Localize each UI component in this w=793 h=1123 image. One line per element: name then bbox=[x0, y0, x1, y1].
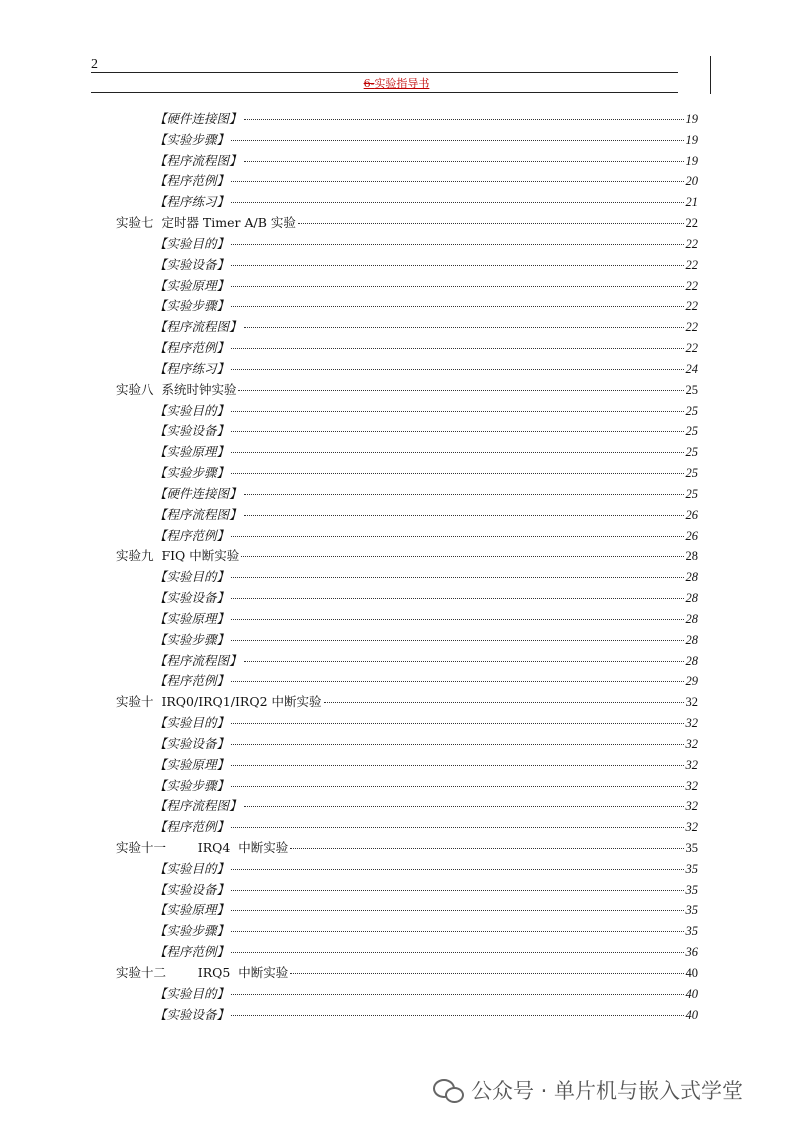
toc-leader-dots bbox=[231, 722, 683, 724]
toc-section-entry[interactable] bbox=[116, 734, 698, 755]
toc-entry-title: 【实验目的】 bbox=[154, 985, 230, 1001]
toc-section-entry[interactable] bbox=[116, 463, 698, 484]
toc-leader-dots bbox=[231, 889, 683, 891]
toc-entry-page: 26 bbox=[685, 507, 698, 522]
toc-leader-dots bbox=[231, 930, 683, 932]
toc-leader-dots bbox=[231, 785, 683, 787]
toc-section-entry[interactable] bbox=[116, 192, 698, 213]
toc-entry-page: 25 bbox=[685, 445, 698, 460]
toc-entry-page: 35 bbox=[685, 861, 698, 876]
toc-entry-title: 【实验设备】 bbox=[154, 735, 230, 751]
toc-leader-dots bbox=[231, 576, 683, 578]
toc-entry-page: 19 bbox=[685, 132, 698, 147]
header-title-text: 实验指导书 bbox=[374, 77, 430, 90]
toc-entry-title: 【程序范例】 bbox=[154, 944, 230, 960]
toc-entry-page: 25 bbox=[685, 403, 698, 418]
toc-entry-page: 35 bbox=[685, 924, 698, 939]
toc-entry-page: 32 bbox=[685, 695, 698, 710]
toc-entry-title: 【实验设备】 bbox=[154, 423, 230, 439]
toc-entry-page: 32 bbox=[685, 778, 698, 793]
toc-entry-page: 25 bbox=[685, 424, 698, 439]
toc-leader-dots bbox=[290, 972, 683, 974]
toc-entry-title: 【实验目的】 bbox=[154, 715, 230, 731]
toc-section-entry[interactable] bbox=[116, 255, 698, 276]
toc-leader-dots bbox=[231, 285, 683, 287]
toc-leader-dots bbox=[244, 160, 684, 162]
toc-entry-title: 实验十 IRQ0/IRQ1/IRQ2 中断实验 bbox=[116, 694, 322, 710]
toc-entry-title: 【硬件连接图】 bbox=[154, 111, 242, 126]
toc-leader-dots bbox=[231, 201, 683, 203]
toc-entry-page: 24 bbox=[685, 361, 698, 376]
toc-leader-dots bbox=[231, 305, 683, 307]
toc-section-entry[interactable] bbox=[116, 609, 698, 630]
toc-entry-title: 【程序练习】 bbox=[154, 194, 230, 210]
toc-entry-title: 【实验原理】 bbox=[154, 902, 230, 918]
toc-entry-title: 【实验设备】 bbox=[154, 881, 230, 897]
toc-section-entry[interactable] bbox=[116, 984, 698, 1005]
toc-entry-page: 32 bbox=[685, 820, 698, 835]
toc-entry-title: 【实验设备】 bbox=[154, 1006, 230, 1022]
toc-section-entry[interactable] bbox=[116, 713, 698, 734]
toc-entry-title: 【实验原理】 bbox=[154, 444, 230, 460]
toc-entry-page: 20 bbox=[685, 174, 698, 189]
toc-entry-title: 【实验目的】 bbox=[154, 402, 230, 418]
toc-entry-page: 25 bbox=[685, 466, 698, 481]
toc-entry-page: 35 bbox=[685, 882, 698, 897]
toc-leader-dots bbox=[231, 826, 683, 828]
toc-entry-title: 【程序范例】 bbox=[154, 819, 230, 835]
toc-entry-page: 19 bbox=[685, 112, 698, 126]
header-title-number: 6- bbox=[363, 77, 375, 90]
toc-leader-dots bbox=[231, 639, 683, 641]
toc-section-entry[interactable] bbox=[116, 484, 698, 505]
toc-leader-dots bbox=[238, 389, 683, 391]
running-header bbox=[0, 75, 793, 91]
toc-entry-title: 实验十二 IRQ5 中断实验 bbox=[116, 964, 289, 980]
toc-section-entry[interactable] bbox=[116, 442, 698, 463]
toc-entry-page: 32 bbox=[685, 716, 698, 731]
header-rule-top bbox=[91, 72, 678, 73]
toc-chapter-entry[interactable] bbox=[116, 380, 698, 401]
toc-entry-title: 【实验步骤】 bbox=[154, 777, 230, 793]
toc-section-entry[interactable] bbox=[116, 296, 698, 317]
toc-entry-page: 19 bbox=[685, 153, 698, 168]
toc-entry-page: 22 bbox=[685, 236, 698, 251]
toc-entry-title: 【程序流程图】 bbox=[154, 506, 242, 522]
toc-entry-page: 26 bbox=[685, 528, 698, 543]
toc-leader-dots bbox=[231, 472, 683, 474]
toc-section-entry[interactable] bbox=[116, 171, 698, 192]
toc-entry-title: 【实验原理】 bbox=[154, 277, 230, 293]
table-of-contents bbox=[116, 109, 698, 1025]
watermark-text: 公众号 · 单片机与嵌入式学堂 bbox=[471, 1079, 744, 1103]
toc-entry-page: 35 bbox=[685, 840, 698, 855]
toc-entry-page: 21 bbox=[685, 195, 698, 210]
toc-leader-dots bbox=[244, 660, 684, 662]
toc-leader-dots bbox=[231, 535, 683, 537]
toc-leader-dots bbox=[298, 222, 684, 224]
toc-section-entry[interactable] bbox=[116, 130, 698, 151]
toc-entry-page: 32 bbox=[685, 736, 698, 751]
toc-entry-title: 【程序练习】 bbox=[154, 360, 230, 376]
toc-leader-dots bbox=[324, 701, 684, 703]
toc-entry-page: 25 bbox=[685, 486, 698, 501]
toc-chapter-entry[interactable] bbox=[116, 213, 698, 234]
toc-section-entry[interactable] bbox=[116, 567, 698, 588]
toc-entry-page: 22 bbox=[685, 257, 698, 272]
toc-section-entry[interactable] bbox=[116, 796, 698, 817]
watermark bbox=[433, 1075, 743, 1105]
toc-entry-page: 40 bbox=[685, 1007, 698, 1022]
toc-section-entry[interactable] bbox=[116, 588, 698, 609]
toc-entry-title: 实验十一 IRQ4 中断实验 bbox=[116, 839, 289, 855]
toc-entry-title: 【程序流程图】 bbox=[154, 152, 242, 168]
toc-section-entry[interactable] bbox=[116, 671, 698, 692]
toc-leader-dots bbox=[244, 805, 684, 807]
toc-section-entry[interactable] bbox=[116, 401, 698, 422]
toc-leader-dots bbox=[244, 118, 684, 120]
toc-entry-title: 【程序范例】 bbox=[154, 173, 230, 189]
page-number: 2 bbox=[91, 57, 98, 72]
toc-entry-page: 22 bbox=[685, 216, 698, 231]
toc-leader-dots bbox=[231, 993, 683, 995]
toc-section-entry[interactable] bbox=[116, 151, 698, 172]
toc-leader-dots bbox=[231, 430, 683, 432]
toc-leader-dots bbox=[244, 493, 684, 495]
toc-entry-title: 【实验设备】 bbox=[154, 256, 230, 272]
toc-entry-title: 【程序范例】 bbox=[154, 340, 230, 356]
toc-leader-dots bbox=[241, 555, 683, 557]
toc-section-entry[interactable] bbox=[116, 942, 698, 963]
toc-entry-page: 32 bbox=[685, 799, 698, 814]
toc-entry-title: 【程序范例】 bbox=[154, 527, 230, 543]
toc-entry-page: 40 bbox=[685, 986, 698, 1001]
toc-leader-dots bbox=[244, 326, 684, 328]
toc-section-entry[interactable] bbox=[116, 338, 698, 359]
toc-leader-dots bbox=[231, 868, 683, 870]
toc-leader-dots bbox=[231, 1014, 683, 1016]
toc-leader-dots bbox=[290, 847, 683, 849]
toc-entry-title: 【实验设备】 bbox=[154, 590, 230, 606]
header-rule-bottom bbox=[91, 92, 678, 93]
toc-leader-dots bbox=[231, 680, 683, 682]
toc-entry-title: 【实验步骤】 bbox=[154, 298, 230, 314]
toc-section-entry[interactable] bbox=[116, 234, 698, 255]
toc-leader-dots bbox=[231, 764, 683, 766]
toc-section-entry[interactable] bbox=[116, 109, 698, 130]
toc-leader-dots bbox=[231, 368, 683, 370]
toc-entry-page: 22 bbox=[685, 320, 698, 335]
toc-section-entry[interactable] bbox=[116, 317, 698, 338]
toc-section-entry[interactable] bbox=[116, 526, 698, 547]
toc-entry-title: 【实验步骤】 bbox=[154, 131, 230, 147]
toc-entry-title: 实验八 系统时钟实验 bbox=[116, 381, 237, 397]
toc-entry-page: 25 bbox=[685, 382, 698, 397]
toc-entry-page: 28 bbox=[685, 591, 698, 606]
toc-entry-title: 【程序流程图】 bbox=[154, 798, 242, 814]
toc-entry-title: 实验九 FIQ 中断实验 bbox=[116, 548, 240, 564]
toc-section-entry[interactable] bbox=[116, 880, 698, 901]
toc-entry-title: 【程序范例】 bbox=[154, 673, 230, 689]
toc-leader-dots bbox=[231, 597, 683, 599]
toc-entry-title: 实验七 定时器 Timer A/B 实验 bbox=[116, 215, 296, 231]
toc-entry-page: 32 bbox=[685, 757, 698, 772]
toc-leader-dots bbox=[231, 410, 683, 412]
toc-section-entry[interactable] bbox=[116, 1005, 698, 1026]
toc-entry-title: 【实验步骤】 bbox=[154, 465, 230, 481]
toc-section-entry[interactable] bbox=[116, 921, 698, 942]
toc-chapter-entry[interactable] bbox=[116, 838, 698, 859]
toc-leader-dots bbox=[231, 180, 683, 182]
toc-entry-page: 28 bbox=[685, 653, 698, 668]
toc-section-entry[interactable] bbox=[116, 359, 698, 380]
toc-leader-dots bbox=[231, 451, 683, 453]
toc-entry-title: 【实验目的】 bbox=[154, 235, 230, 251]
toc-section-entry[interactable] bbox=[116, 859, 698, 880]
toc-entry-page: 28 bbox=[685, 611, 698, 626]
toc-entry-title: 【实验目的】 bbox=[154, 569, 230, 585]
toc-entry-page: 28 bbox=[685, 632, 698, 647]
toc-chapter-entry[interactable] bbox=[116, 546, 698, 567]
toc-section-entry[interactable] bbox=[116, 630, 698, 651]
toc-leader-dots bbox=[231, 618, 683, 620]
toc-section-entry[interactable] bbox=[116, 421, 698, 442]
toc-entry-page: 29 bbox=[685, 674, 698, 689]
toc-entry-title: 【实验步骤】 bbox=[154, 923, 230, 939]
toc-leader-dots bbox=[231, 743, 683, 745]
toc-leader-dots bbox=[231, 139, 683, 141]
toc-entry-title: 【实验目的】 bbox=[154, 860, 230, 876]
toc-section-entry[interactable] bbox=[116, 900, 698, 921]
toc-entry-page: 40 bbox=[685, 965, 698, 980]
toc-leader-dots bbox=[231, 347, 683, 349]
toc-entry-title: 【硬件连接图】 bbox=[154, 485, 242, 501]
toc-section-entry[interactable] bbox=[116, 505, 698, 526]
toc-leader-dots bbox=[231, 264, 683, 266]
toc-entry-title: 【程序流程图】 bbox=[154, 652, 242, 668]
toc-section-entry[interactable] bbox=[116, 276, 698, 297]
toc-entry-title: 【实验步骤】 bbox=[154, 631, 230, 647]
toc-entry-page: 36 bbox=[685, 945, 698, 960]
toc-chapter-entry[interactable] bbox=[116, 963, 698, 984]
toc-leader-dots bbox=[231, 951, 683, 953]
toc-entry-page: 28 bbox=[685, 549, 698, 564]
toc-entry-title: 【程序流程图】 bbox=[154, 319, 242, 335]
toc-leader-dots bbox=[231, 909, 683, 911]
toc-entry-page: 22 bbox=[685, 341, 698, 356]
toc-section-entry[interactable] bbox=[116, 755, 698, 776]
toc-section-entry[interactable] bbox=[116, 817, 698, 838]
toc-entry-page: 22 bbox=[685, 278, 698, 293]
toc-entry-page: 35 bbox=[685, 903, 698, 918]
toc-entry-title: 【实验原理】 bbox=[154, 610, 230, 626]
toc-entry-page: 22 bbox=[685, 299, 698, 314]
toc-leader-dots bbox=[231, 243, 683, 245]
toc-entry-page: 28 bbox=[685, 570, 698, 585]
wechat-icon bbox=[433, 1077, 463, 1103]
toc-section-entry[interactable] bbox=[116, 651, 698, 672]
toc-leader-dots bbox=[244, 514, 684, 516]
toc-chapter-entry[interactable] bbox=[116, 692, 698, 713]
toc-entry-title: 【实验原理】 bbox=[154, 756, 230, 772]
toc-section-entry[interactable] bbox=[116, 776, 698, 797]
